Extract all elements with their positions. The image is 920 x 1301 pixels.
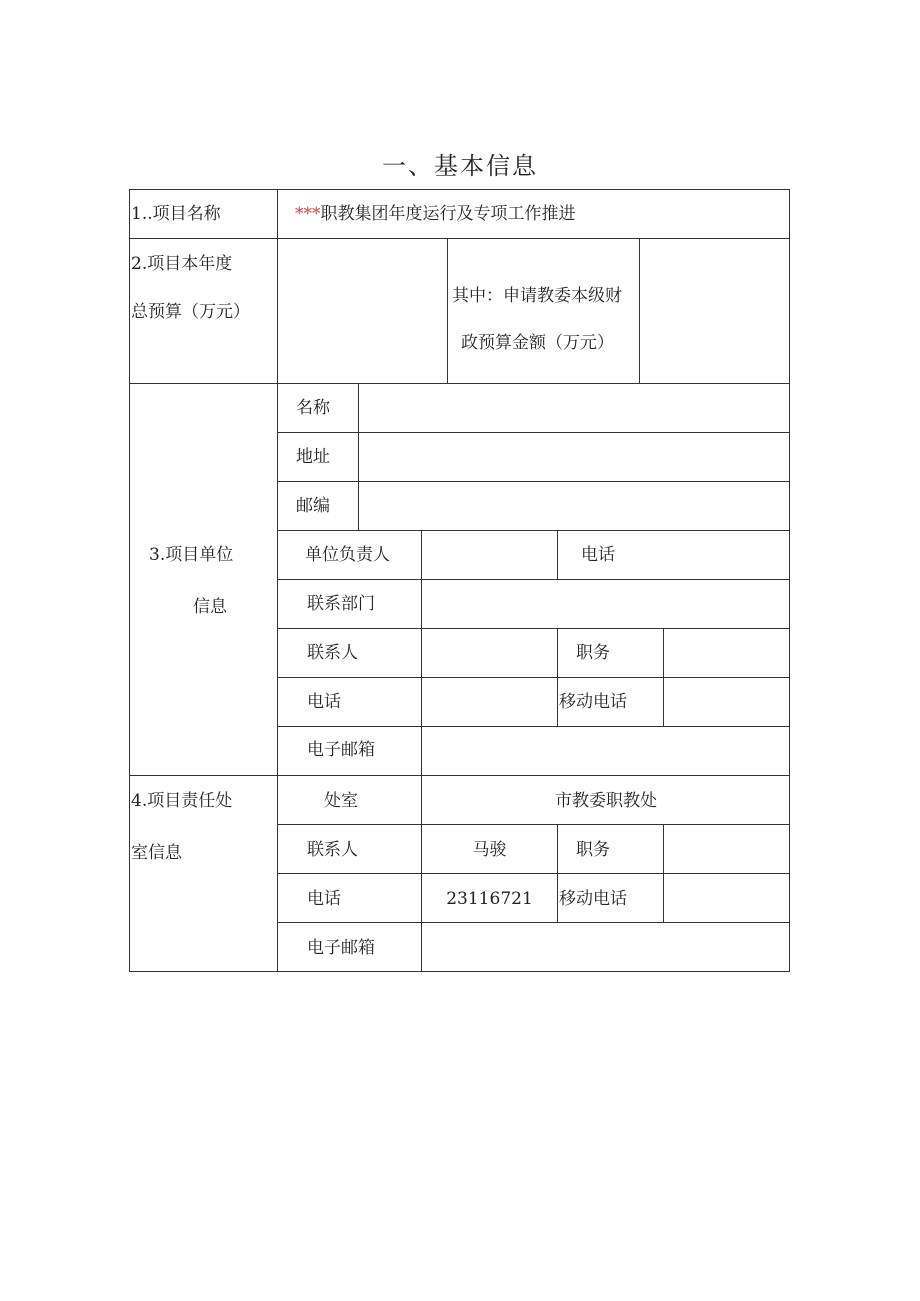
row-divider [278,824,790,825]
column-divider [557,628,558,726]
annual-budget-label-line1: 2.项目本年度 [131,254,233,274]
row-divider [129,238,790,239]
row-divider [278,873,790,874]
office-phone-label: 电话 [307,889,341,909]
row-divider [278,432,790,433]
row-divider [129,383,790,384]
office-label: 处室 [324,791,358,811]
project-name-value [295,202,576,226]
unit-leader-label: 单位负责人 [305,545,390,565]
row-divider [129,775,790,776]
office-position-label: 职务 [576,840,610,860]
project-name-prefix: *** [295,204,321,224]
office-info-label-line2: 室信息 [131,843,182,863]
office-email-label: 电子邮箱 [307,938,375,958]
unit-email-label: 电子邮箱 [307,740,375,760]
unit-address-label: 地址 [296,447,330,467]
column-divider [639,238,640,383]
row-divider [278,726,790,727]
unit-mobile-label: 移动电话 [559,692,627,712]
section-title: 一、基本信息 [382,152,538,180]
unit-leader-phone-label: 电话 [581,545,615,565]
project-name-text: 职教集团年度运行及专项工作推进 [320,204,576,224]
column-divider [557,530,558,579]
annual-budget-label-line2: 总预算（万元） [131,302,250,322]
finance-budget-label-line1: 其中：申请教委本级财 [452,286,622,306]
column-divider [358,383,359,530]
unit-contact-dept-label: 联系部门 [307,594,375,614]
unit-phone-label: 电话 [307,692,341,712]
office-contact-value: 马骏 [472,840,507,860]
unit-name-label: 名称 [296,398,330,418]
unit-postcode-label: 邮编 [296,496,330,516]
office-phone-value: 23116721 [446,889,533,909]
office-contact-label: 联系人 [307,840,358,860]
column-divider [663,824,664,922]
office-mobile-label: 移动电话 [559,889,627,909]
row-divider [278,579,790,580]
column-divider [557,824,558,922]
office-value: 市教委职教处 [555,791,657,811]
row-divider [278,677,790,678]
unit-info-label-line2: 信息 [193,597,227,617]
column-divider [277,189,278,972]
finance-budget-label-line2: 政预算金额（万元） [461,333,614,353]
project-name-label: 1..项目名称 [131,204,221,224]
unit-info-label-line1: 3.项目单位 [149,545,234,565]
row-divider [278,530,790,531]
column-divider [447,238,448,383]
unit-contact-person-label: 联系人 [307,643,358,663]
column-divider [663,628,664,726]
unit-position-label: 职务 [576,643,610,663]
office-info-label-line1: 4.项目责任处 [131,791,233,811]
row-divider [278,481,790,482]
row-divider [278,922,790,923]
row-divider [278,628,790,629]
